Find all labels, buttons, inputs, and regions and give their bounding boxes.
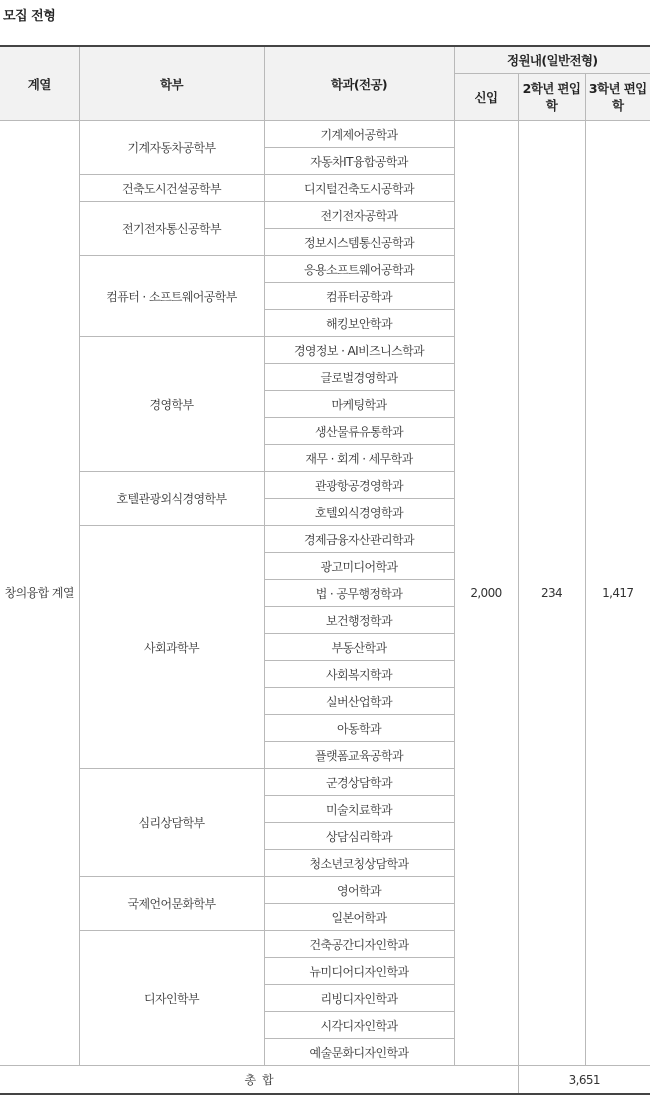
major-cell: 부동산학과 (264, 634, 454, 661)
major-cell: 광고미디어학과 (264, 553, 454, 580)
major-cell: 글로벌경영학과 (264, 364, 454, 391)
header-major: 학과(전공) (264, 46, 454, 121)
major-cell: 아동학과 (264, 715, 454, 742)
major-cell: 컴퓨터공학과 (264, 283, 454, 310)
total-label: 총 합 (0, 1066, 518, 1095)
school-cell: 건축도시건설공학부 (79, 175, 264, 202)
major-cell: 마케팅학과 (264, 391, 454, 418)
major-cell: 청소년코칭상담학과 (264, 850, 454, 877)
page-title: 모집 전형 (3, 9, 56, 24)
major-cell: 법 · 공무행정학과 (264, 580, 454, 607)
major-cell: 군경상담학과 (264, 769, 454, 796)
major-cell: 호텔외식경영학과 (264, 499, 454, 526)
school-cell: 경영학부 (79, 337, 264, 472)
total-value: 3,651 (518, 1066, 650, 1095)
major-cell: 시각디자인학과 (264, 1012, 454, 1039)
major-cell: 자동차IT융합공학과 (264, 148, 454, 175)
major-cell: 리빙디자인학과 (264, 985, 454, 1012)
major-cell: 건축공간디자인학과 (264, 931, 454, 958)
school-cell: 심리상담학부 (79, 769, 264, 877)
school-cell: 국제언어문화학부 (79, 877, 264, 931)
quota-year2-cell: 234 (518, 121, 585, 1066)
major-cell: 실버산업학과 (264, 688, 454, 715)
major-cell: 생산물류유통학과 (264, 418, 454, 445)
major-cell: 일본어학과 (264, 904, 454, 931)
major-cell: 해킹보안학과 (264, 310, 454, 337)
major-cell: 뉴미디어디자인학과 (264, 958, 454, 985)
header-year2: 2학년 편입학 (518, 74, 585, 121)
school-cell: 기계자동차공학부 (79, 121, 264, 175)
major-cell: 상담심리학과 (264, 823, 454, 850)
total-row (0, 1066, 650, 1095)
major-cell: 미술치료학과 (264, 796, 454, 823)
school-cell: 호텔관광외식경영학부 (79, 472, 264, 526)
major-cell: 응용소프트웨어공학과 (264, 256, 454, 283)
major-cell: 정보시스템통신공학과 (264, 229, 454, 256)
major-cell: 경제금융자산관리학과 (264, 526, 454, 553)
table-body (0, 121, 650, 1095)
header-quota-group: 정원내(일반전형) (454, 46, 650, 74)
header-year3: 3학년 편입학 (585, 74, 650, 121)
quota-new-cell: 2,000 (454, 121, 518, 1066)
major-cell: 영어학과 (264, 877, 454, 904)
school-cell: 디자인학부 (79, 931, 264, 1066)
major-cell: 예술문화디자인학과 (264, 1039, 454, 1066)
admission-quota-table (0, 45, 650, 1095)
header-new: 신입 (454, 74, 518, 121)
table-row (0, 121, 650, 148)
major-cell: 보건행정학과 (264, 607, 454, 634)
table-header (0, 46, 650, 121)
school-cell: 전기전자통신공학부 (79, 202, 264, 256)
major-cell: 관광항공경영학과 (264, 472, 454, 499)
header-school: 학부 (79, 46, 264, 121)
quota-year3-cell: 1,417 (585, 121, 650, 1066)
track-cell: 창의융합 계열 (0, 121, 79, 1066)
school-cell: 사회과학부 (79, 526, 264, 769)
major-cell: 기계제어공학과 (264, 121, 454, 148)
major-cell: 디지털건축도시공학과 (264, 175, 454, 202)
major-cell: 경영정보 · AI비즈니스학과 (264, 337, 454, 364)
major-cell: 재무 · 회계 · 세무학과 (264, 445, 454, 472)
header-category: 계열 (0, 46, 79, 121)
school-cell: 컴퓨터 · 소프트웨어공학부 (79, 256, 264, 337)
major-cell: 전기전자공학과 (264, 202, 454, 229)
major-cell: 사회복지학과 (264, 661, 454, 688)
major-cell: 플랫폼교육공학과 (264, 742, 454, 769)
